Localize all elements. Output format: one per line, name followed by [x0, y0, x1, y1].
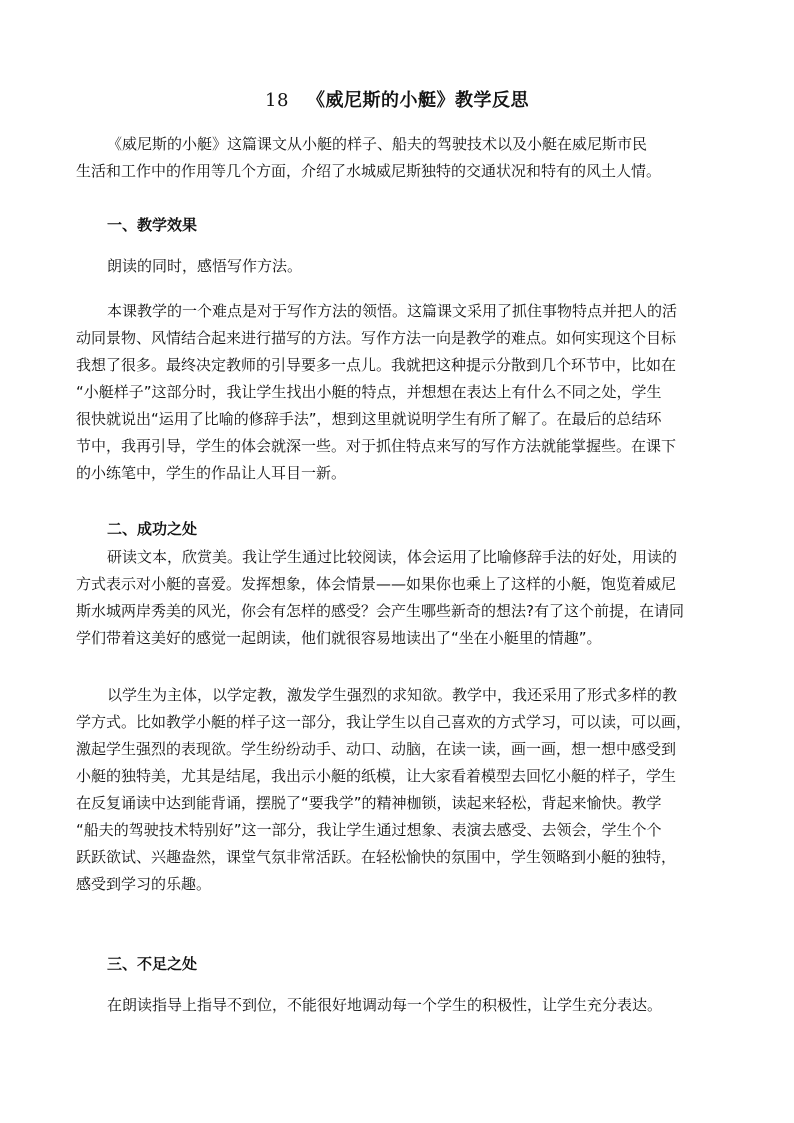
title-text: 《威尼斯的小艇》教学反思 — [306, 90, 529, 111]
paragraph-line: 在朗读指导上指导不到位，不能很好地调动每一个学生的积极性，让学生充分表达。 — [107, 996, 663, 1014]
paragraph-line: 跃跃欲试、兴趣盎然，课堂气氛非常活跃。在轻松愉快的氛围中，学生领略到小艇的独特， — [76, 848, 677, 866]
intro-paragraph — [76, 131, 726, 185]
paragraph-line: 小艇的独特美，尤其是结尾，我出示小艇的纸模，让大家看着模型去回忆小艇的样子，学生 — [76, 767, 677, 785]
paragraph-line: 在反复诵读中达到能背诵，摆脱了“要我学”的精神枷锁，读起来轻松，背起来愉快。教学 — [76, 794, 662, 812]
section-heading-2: 二、成功之处 — [107, 520, 198, 538]
section1-paragraph — [76, 298, 726, 487]
paragraph-line: “船夫的驾驶技术特别好”这一部分，我让学生通过想象、表演去感受、去领会，学生个个 — [76, 821, 662, 839]
paragraph-line: “小艇样子”这部分时，我让学生找出小艇的特点，并想想在表达上有什么不同之处，学生 — [76, 383, 662, 401]
title-number: 18 — [265, 90, 289, 111]
paragraph-line: 斯水城两岸秀美的风光，你会有怎样的感受？会产生哪些新奇的想法?有了这个前提，在请同 — [76, 602, 684, 620]
paragraph-line: 学们带着这美好的感觉一起朗读，他们就很容易地读出了“坐在小艇里的情趣”。 — [76, 629, 602, 647]
paragraph-line: 节中，我再引导，学生的体会就深一些。对于抓住特点来写的写作方法就能掌握些。在课下 — [76, 437, 677, 455]
section1-subtitle — [76, 253, 726, 280]
paragraph-line: 研读文本，欣赏美。我让学生通过比较阅读，体会运用了比喻修辞手法的好处，用读的 — [107, 548, 678, 566]
section2-paragraph-2 — [76, 682, 726, 898]
paragraph-line: 很快就说出“运用了比喻的修辞手法”，想到这里就说明学生有所了解了。在最后的总结环 — [76, 410, 662, 428]
section2-paragraph-1 — [76, 544, 726, 652]
section-heading-1: 一、教学效果 — [107, 216, 198, 234]
paragraph-line: 的小练笔中，学生的作品让人耳目一新。 — [76, 464, 347, 482]
section-heading-3: 三、不足之处 — [107, 955, 198, 973]
paragraph-line: 动同景物、风情结合起来进行描写的方法。写作方法一向是教学的难点。如何实现这个目标 — [76, 329, 677, 347]
paragraph-line: 朗读的同时，感悟写作方法。 — [107, 257, 303, 275]
section3-paragraph — [76, 992, 726, 1019]
paragraph-line: 生活和工作中的作用等几个方面，介绍了水城威尼斯独特的交通状况和特有的风土人情。 — [76, 162, 662, 180]
paragraph-line: 方式表示对小艇的喜爱。发挥想象，体会情景——如果你也乘上了这样的小艇，饱览着威尼 — [76, 575, 677, 593]
page-title — [0, 86, 794, 112]
paragraph-line: 我想了很多。最终决定教师的引导要多一点儿。我就把这种提示分散到几个环节中，比如在 — [76, 356, 677, 374]
paragraph-line: 感受到学习的乐趣。 — [76, 875, 212, 893]
paragraph-line: 本课教学的一个难点是对于写作方法的领悟。这篇课文采用了抓住事物特点并把人的活 — [107, 302, 678, 320]
paragraph-line: 以学生为主体，以学定教，激发学生强烈的求知欲。教学中，我还采用了形式多样的教 — [107, 686, 678, 704]
paragraph-line: 学方式。比如教学小艇的样子这一部分，我让学生以自己喜欢的方式学习，可以读，可以画， — [76, 713, 692, 731]
paragraph-line: 《威尼斯的小艇》这篇课文从小艇的样子、船夫的驾驶技术以及小艇在威尼斯市民 — [107, 135, 648, 153]
paragraph-line: 激起学生强烈的表现欲。学生纷纷动手、动口、动脑，在读一读，画一画，想一想中感受到 — [76, 740, 677, 758]
